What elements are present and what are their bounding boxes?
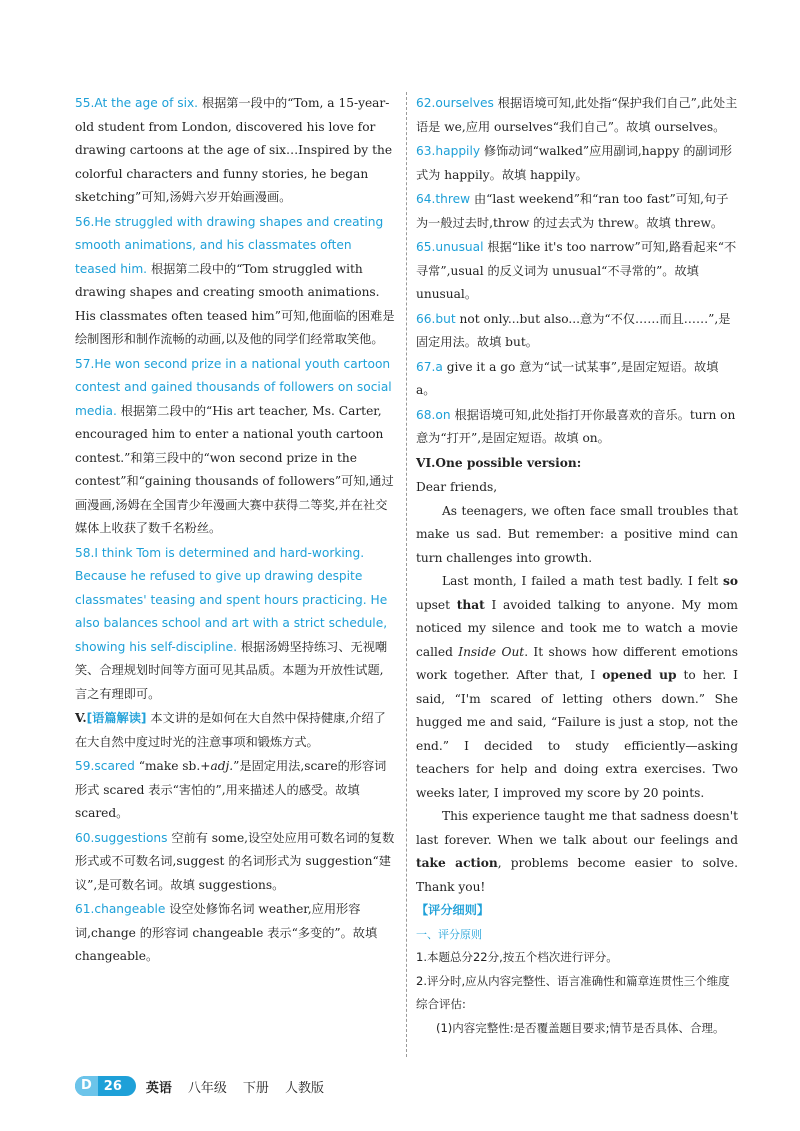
answer-text: a: [435, 359, 443, 374]
essay-highlight: take action: [416, 856, 498, 870]
question-number: 56.: [75, 214, 95, 229]
essay-highlight: so: [723, 574, 738, 588]
answer-57: [75, 353, 395, 541]
question-number: 63.: [416, 144, 436, 158]
explanation: not only...but also...意为“不仅……而且……”,是固定用法。故填 but。: [416, 311, 731, 349]
page-badge: [75, 1076, 136, 1096]
question-number: 57.: [75, 356, 95, 371]
question-number: 58.: [75, 545, 95, 560]
answer-text: suggestions: [94, 830, 168, 845]
explanation: 根据第二段中的“His art teacher, Ms. Carter, encouraged him to enter a national youth cartoon contest.”和第三段中的“won second prize in the contest”和“gaining thousands of followers”可知,通过画漫画,汤姆在全国青少年漫画大赛中获得二等奖,并在社交媒体上收获了数千名粉丝。: [75, 403, 394, 535]
essay-text: This experience taught me that sadness doesn't last forever. When we talk about our feelings and: [416, 809, 738, 847]
movie-title: Inside Out: [458, 644, 525, 659]
essay-greeting: Dear friends,: [416, 480, 498, 494]
explanation: ”是固定用法,scare的形容词形式 scared 表示“害怕的”,用来描述人的感受。故填 scared。: [75, 759, 387, 820]
explanation: 修饰动词“walked”应用副词,happy 的副词形式为 happily。故填 happily。: [416, 144, 732, 182]
essay-paragraph-2: [416, 570, 738, 805]
essay-text: to her. I said, “I'm scared of letting others down.” She hugged me and said, “Failure is just a stop, not the end.” I decided to study efficiently—asking teachers for help and doing extra exercises. Two weeks later, I improved my score by 20 points.: [416, 668, 738, 800]
page-letter: D: [75, 1076, 98, 1096]
essay-highlight: opened up: [602, 668, 677, 682]
essay-text: , problems become easier to solve. Thank you!: [416, 856, 738, 894]
footer-edition: 人教版: [284, 1080, 324, 1096]
footer-term: 下册: [242, 1080, 269, 1096]
answer-text: He won second prize in a national youth cartoon contest and gained thousands of followers on social media.: [75, 356, 392, 418]
explanation: 根据第二段中的“Tom struggled with drawing shapes and creating smooth animations. His classmates often teased him”可知,他面临的困难是绘制图形和制作流畅的动画,以及他的同学们经常取笑他。: [75, 261, 395, 346]
answer-68: [416, 404, 738, 451]
answer-text: I think Tom is determined and hard-working. Because he refused to give up drawing despite classmates' teasing and spent hours practicing. He also balances school and art with a strict schedule, showing his self-discipline.: [75, 545, 388, 654]
answer-55: [75, 92, 395, 210]
essay-paragraph-1: As teenagers, we often face small troubles that make us sad. But remember: a positive mind can turn challenges into growth.: [416, 503, 738, 565]
question-number: 55.: [75, 96, 95, 110]
question-number: 60.: [75, 830, 95, 845]
essay-text: Last month, I failed a math test badly. I felt: [442, 574, 723, 588]
right-column: [416, 92, 738, 1040]
answer-text: happily: [435, 144, 481, 158]
answer-64: [416, 188, 738, 235]
answer-59: [75, 755, 395, 826]
question-number: 67.: [416, 359, 436, 374]
essay-highlight: that: [456, 597, 485, 612]
answer-text: on: [435, 407, 451, 422]
question-number: 64.: [416, 192, 436, 206]
footer-grade: 八年级: [187, 1080, 227, 1096]
essay-paragraph-3: [416, 805, 738, 899]
question-number: 62.: [416, 96, 436, 110]
question-number: 68.: [416, 407, 436, 422]
question-number: 61.: [75, 902, 95, 916]
explanation: give it a go 意为“试一试某事”,是固定短语。故填 a。: [416, 359, 719, 397]
answer-62: [416, 92, 738, 139]
answer-text: At the age of six.: [94, 96, 199, 110]
explanation: 根据语境可知,此处指打开你最喜欢的音乐。turn on 意为“打开”,是固定短语。故填 on。: [416, 407, 736, 445]
answer-text: but: [435, 311, 456, 326]
scoring-rubric: [416, 899, 738, 1040]
rubric-line-1: 1.本题总分22分,按五个档次进行评分。: [416, 950, 618, 964]
answer-60: [75, 827, 395, 898]
explanation: 根据语境可知,此处指“保护我们自己”,此处主语是 we,应用 ourselves“我们自己”。故填 ourselves。: [416, 96, 738, 134]
section-vi-heading: VI.One possible version:: [416, 455, 582, 470]
explanation: 由“last weekend”和“ran too fast”可知,句子为一般过去时,throw 的过去式为 threw。故填 threw。: [416, 192, 729, 230]
answer-text: He struggled with drawing shapes and creating smooth animations, and his classmates often teased him.: [75, 214, 384, 276]
rubric-tag: 【评分细则】: [416, 903, 490, 917]
left-column: [75, 92, 395, 970]
explanation: 根据汤姆坚持练习、无视嘲笑、合理规划时间等方面可见其品质。本题为开放性试题,言之有理即可。: [75, 639, 388, 701]
question-number: 65.: [416, 240, 436, 254]
explanation: “make sb.+: [138, 759, 211, 773]
column-divider: [406, 92, 407, 1057]
explanation-italic: adj.: [210, 759, 234, 773]
question-number: 59.: [75, 759, 95, 773]
footer-subject: 英语: [145, 1080, 172, 1096]
answer-67: [416, 356, 738, 403]
answer-61: [75, 898, 395, 969]
section-v: [75, 707, 395, 754]
rubric-subheading: 一、评分原则: [416, 927, 482, 941]
explanation: 空前有 some,设空处应用可数名词的复数形式或不可数名词,suggest 的名词形式为 suggestion“建议”,是可数名词。故填 suggestions。: [75, 830, 395, 892]
question-number: 66.: [416, 311, 436, 326]
rubric-line-2: 2.评分时,应从内容完整性、语言准确性和篇章连贯性三个维度综合评估:: [416, 973, 730, 1011]
essay-text: upset: [416, 597, 457, 612]
page-footer: [75, 1075, 330, 1097]
answer-text: changeable: [94, 902, 166, 916]
answer-65: [416, 236, 738, 307]
page-number: 26: [103, 1078, 122, 1094]
explanation: 根据第一段中的“Tom, a 15-year-old student from London, discovered his love for drawing cartoons at the age of six…Inspired by the colorful characters and funny stories, he began sketching”可知,汤姆六岁开始画漫画。: [75, 96, 393, 204]
essay: [416, 476, 738, 899]
answer-63: [416, 140, 738, 187]
answer-56: [75, 211, 395, 352]
answer-58: [75, 542, 395, 707]
essay-text: . It shows how different emotions work together. After that, I: [416, 644, 739, 682]
answer-text: scared: [94, 759, 135, 773]
answer-text: unusual: [435, 240, 484, 254]
rubric-line-3: (1)内容完整性:是否覆盖题目要求;情节是否具体、合理。: [436, 1020, 725, 1035]
explanation: 设空处修饰名词 weather,应用形容词,change 的形容词 changeable 表示“多变的”。故填 changeable。: [75, 902, 378, 963]
explanation: 根据“like it's too narrow”可知,路看起来“不寻常”,usual 的反义词为 unusual“不寻常的”。故填 unusual。: [416, 240, 737, 301]
answer-66: [416, 308, 738, 355]
section-heading: V.: [75, 711, 87, 725]
answer-text: ourselves: [435, 96, 494, 110]
passage-summary: 本文讲的是如何在大自然中保持健康,介绍了在大自然中度过时光的注意事项和锻炼方式。: [75, 711, 386, 749]
section-tag: [语篇解读]: [86, 711, 147, 725]
essay-text: I avoided talking to anyone. My mom noticed my silence and took me to watch a movie called: [416, 597, 738, 659]
answer-text: threw: [435, 192, 471, 206]
